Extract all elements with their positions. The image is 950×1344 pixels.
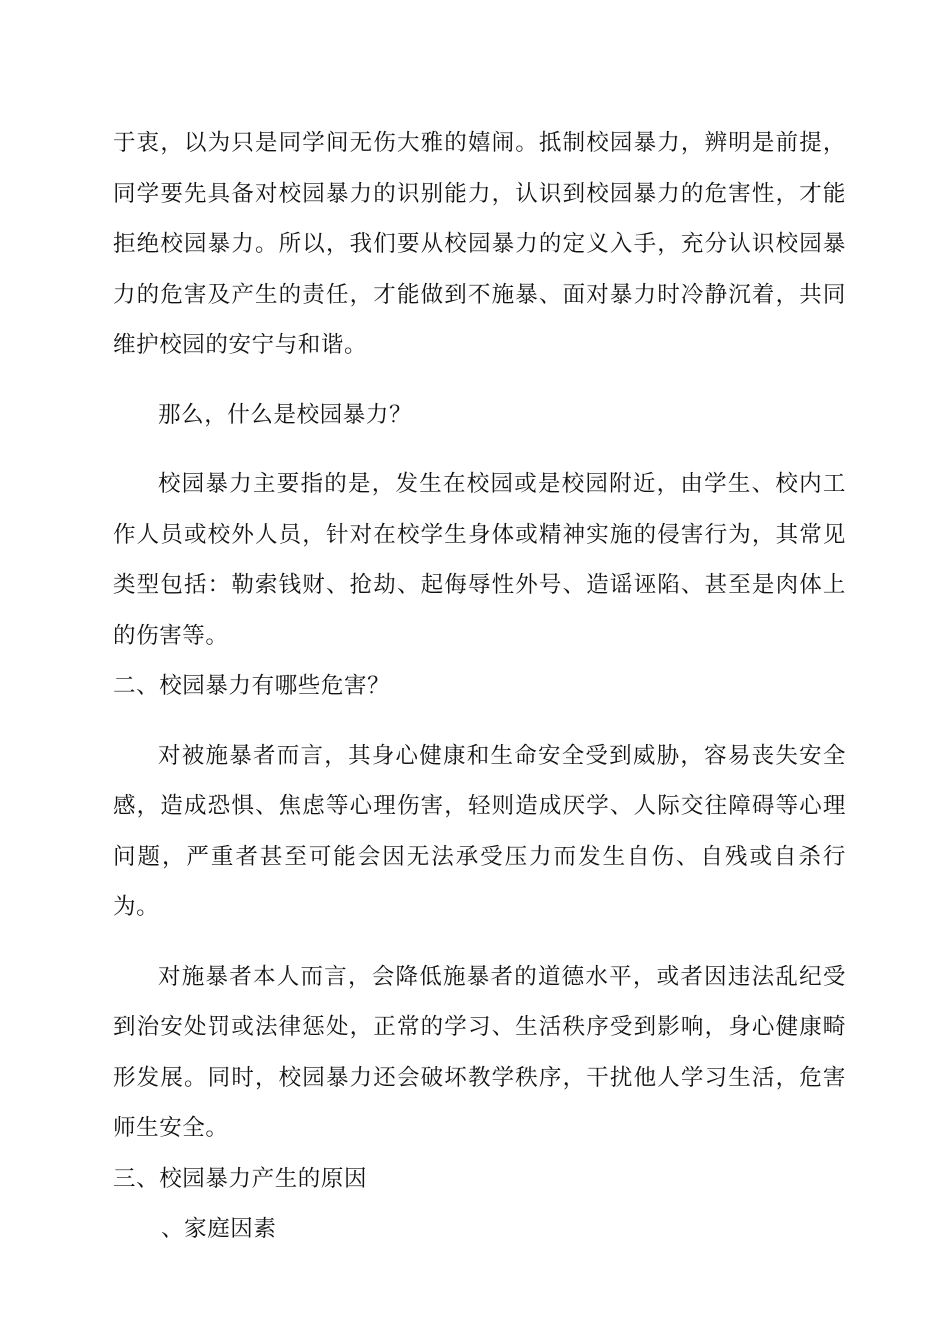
paragraph-continuation: 于衷，以为只是同学间无伤大雅的嬉闹。抵制校园暴力，辨明是前提，同学要先具备对校园暴力的识别能力，认识到校园暴力的危害性，才能拒绝校园暴力。所以，我们要从校园暴力的定义入手，充分认识校园暴力的危害及产生的责任，才能做到不施暴、面对暴力时冷静沉着，共同维护校园的安宁与和谐。	[113, 130, 846, 358]
paragraph-perpetrator-harm: 对施暴者本人而言，会降低施暴者的道德水平，或者因违法乱纪受到治安处罚或法律惩处，正常的学习、生活秩序受到影响，身心健康畸形发展。同时，校园暴力还会破坏教学秩序，干扰他人学习生活，危害师生安全。	[113, 963, 846, 1141]
paragraph-definition: 校园暴力主要指的是，发生在校园或是校园附近，由学生、校内工作人员或校外人员，针对在校学生身体或精神实施的侵害行为，其常见类型包括：勒索钱财、抢劫、起侮辱性外号、造谣诬陷、甚至是肉体上的伤害等。	[113, 471, 846, 649]
paragraph-question: 那么，什么是校园暴力？	[158, 401, 413, 428]
section-heading-harms: 二、校园暴力有哪些危害？	[113, 673, 391, 699]
section-heading-causes: 三、校园暴力产生的原因	[113, 1165, 368, 1192]
subheading-family-factors: 、家庭因素	[161, 1216, 277, 1242]
document-body	[113, 118, 846, 1255]
paragraph-victim-harm: 对被施暴者而言，其身心健康和生命安全受到威胁，容易丧失安全感，造成恐惧、焦虑等心理伤害，轻则造成厌学、人际交往障碍等心理问题，严重者甚至可能会因无法承受压力而发生自伤、自残或自杀行为。	[113, 742, 846, 920]
